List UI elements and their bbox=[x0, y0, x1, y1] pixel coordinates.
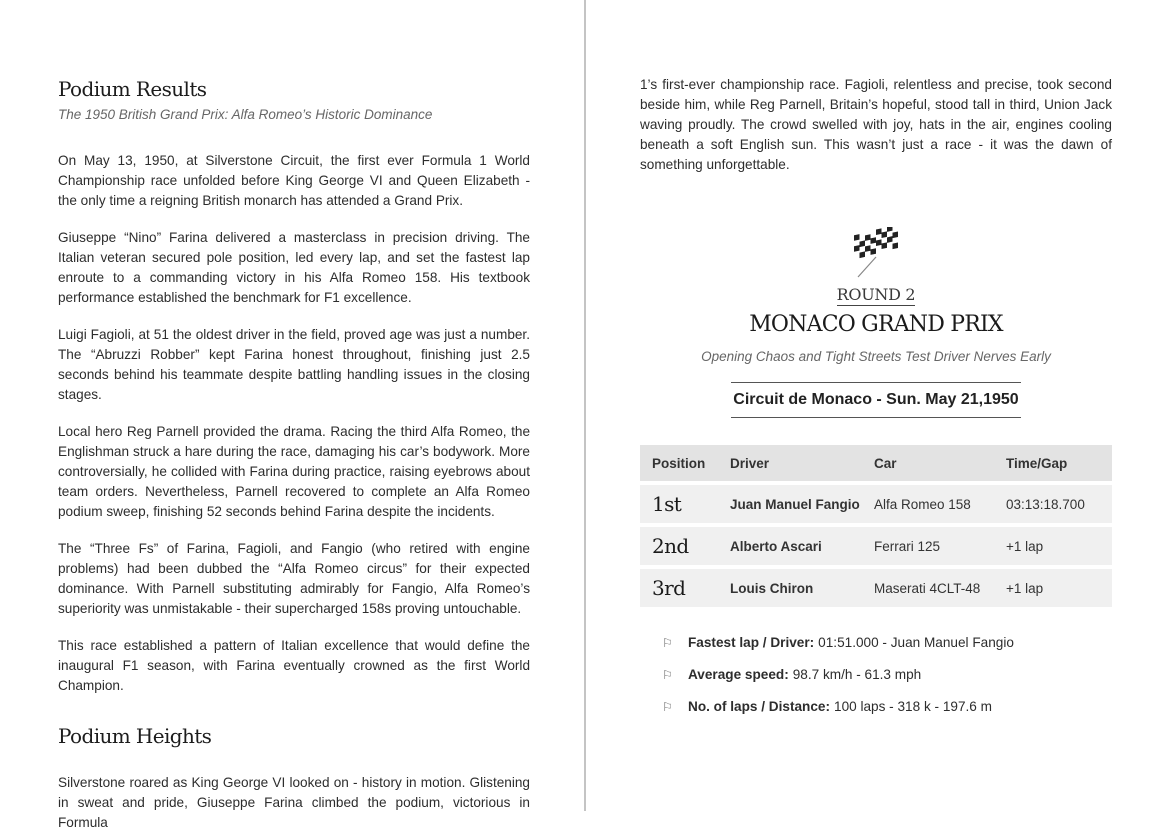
table-header-row bbox=[640, 445, 1112, 481]
section-subtitle: The 1950 British Grand Prix: Alfa Romeo’s Historic Dominance bbox=[58, 107, 433, 122]
table-row bbox=[640, 569, 1112, 607]
flag-outline-icon: ⚐ bbox=[662, 636, 673, 650]
race-subtitle: Opening Chaos and Tight Streets Test Driver Nerves Early bbox=[701, 349, 1051, 364]
stat-fastest-lap bbox=[662, 627, 1112, 659]
body-paragraph: Giuseppe “Nino” Farina delivered a masterclass in precision driving. The Italian veteran secured pole position, led every lap, and set the fastest lap enroute to a commanding victory in his Alfa Romeo 158. His textbook performance established the benchmark for F1 excellence. bbox=[58, 230, 530, 305]
cell-position: 2nd bbox=[640, 527, 718, 565]
round-label: ROUND 2 bbox=[836, 285, 916, 304]
stat-label: Average speed: bbox=[688, 667, 789, 682]
cell-time: +1 lap bbox=[994, 569, 1112, 607]
stat-average-speed bbox=[662, 659, 1112, 691]
cell-driver: Juan Manuel Fangio bbox=[718, 485, 862, 523]
checkered-flag-icon bbox=[846, 227, 906, 279]
stat-laps-distance bbox=[662, 691, 1112, 723]
right-page bbox=[586, 0, 1169, 811]
flag-outline-icon: ⚐ bbox=[662, 700, 673, 714]
cell-position: 1st bbox=[640, 485, 718, 523]
cell-driver: Louis Chiron bbox=[718, 569, 862, 607]
continuation-paragraph: 1’s first-ever championship race. Fagioli, relentless and precise, took second beside him, while Reg Parnell, Britain’s hopeful, stood tall in third, Union Jack waving proudly. The crowd swelled with joy, hats in the air, engines cooling beneath a soft English sun. This wasn’t just a race - it was the dawn of something unforgettable. bbox=[640, 77, 1112, 172]
table-row bbox=[640, 485, 1112, 523]
cell-car: Alfa Romeo 158 bbox=[862, 485, 994, 523]
body-paragraph: On May 13, 1950, at Silverstone Circuit, the first ever Formula 1 World Championship race unfolded before King George VI and Queen Elizabeth - the only time a reigning British monarch has attended a Grand Prix. bbox=[58, 153, 530, 208]
section-title-podium-heights: Podium Heights bbox=[58, 724, 212, 748]
cell-time: +1 lap bbox=[994, 527, 1112, 565]
body-paragraph: Local hero Reg Parnell provided the drama. Racing the third Alfa Romeo, the Englishman struck a hare during the race, damaging his car’s bodywork. More controversially, he collided with Farina during practice, raising eyebrows about team orders. Nevertheless, Parnell recovered to complete an Alfa Romeo podium sweep, finishing 52 seconds behind Farina despite the incidents. bbox=[58, 424, 530, 519]
cell-position: 3rd bbox=[640, 569, 718, 607]
stat-label: No. of laps / Distance: bbox=[688, 699, 831, 714]
flag-outline-icon: ⚐ bbox=[662, 668, 673, 682]
body-paragraph: Luigi Fagioli, at 51 the oldest driver in the field, proved age was just a number. The “Abruzzi Robber” kept Farina honest throughout, finishing just 2.5 seconds behind his teammate despite battling handling issues in the closing stages. bbox=[58, 327, 530, 402]
stat-value: 01:51.000 - Juan Manuel Fangio bbox=[818, 635, 1014, 650]
stat-label: Fastest lap / Driver: bbox=[688, 635, 815, 650]
section-title-podium-results: Podium Results bbox=[58, 77, 207, 101]
body-paragraph: The “Three Fs” of Farina, Fagioli, and Fangio (who retired with engine problems) had been dubbed the “Alfa Romeo circus” for their expected dominance. With Parnell substituting admirably for Fangio, Alfa Romeo’s superiority was unmistakable - their supercharged 158s proving untouchable. bbox=[58, 541, 530, 616]
header-position: Position bbox=[640, 445, 718, 481]
header-car: Car bbox=[862, 445, 994, 481]
left-page bbox=[0, 0, 585, 830]
header-time-gap: Time/Gap bbox=[994, 445, 1112, 481]
race-title: MONACO GRAND PRIX bbox=[749, 312, 1003, 337]
stat-value: 98.7 km/h - 61.3 mph bbox=[792, 667, 922, 682]
cell-car: Maserati 4CLT-48 bbox=[862, 569, 994, 607]
cell-time: 03:13:18.700 bbox=[994, 485, 1112, 523]
cell-car: Ferrari 125 bbox=[862, 527, 994, 565]
results-table bbox=[640, 441, 1112, 611]
body-paragraph: Silverstone roared as King George VI looked on - history in motion. Glistening in sweat and pride, Giuseppe Farina climbed the podium, victorious in Formula bbox=[58, 775, 530, 830]
cell-driver: Alberto Ascari bbox=[718, 527, 862, 565]
table-row bbox=[640, 527, 1112, 565]
body-paragraph: This race established a pattern of Italian excellence that would define the inaugural F1 season, with Farina eventually crowned as the first World Champion. bbox=[58, 638, 530, 693]
header-driver: Driver bbox=[718, 445, 862, 481]
stat-value: 100 laps - 318 k - 197.6 m bbox=[834, 699, 992, 714]
circuit-date: Circuit de Monaco - Sun. May 21,1950 bbox=[731, 382, 1021, 418]
race-stats bbox=[640, 627, 1112, 723]
